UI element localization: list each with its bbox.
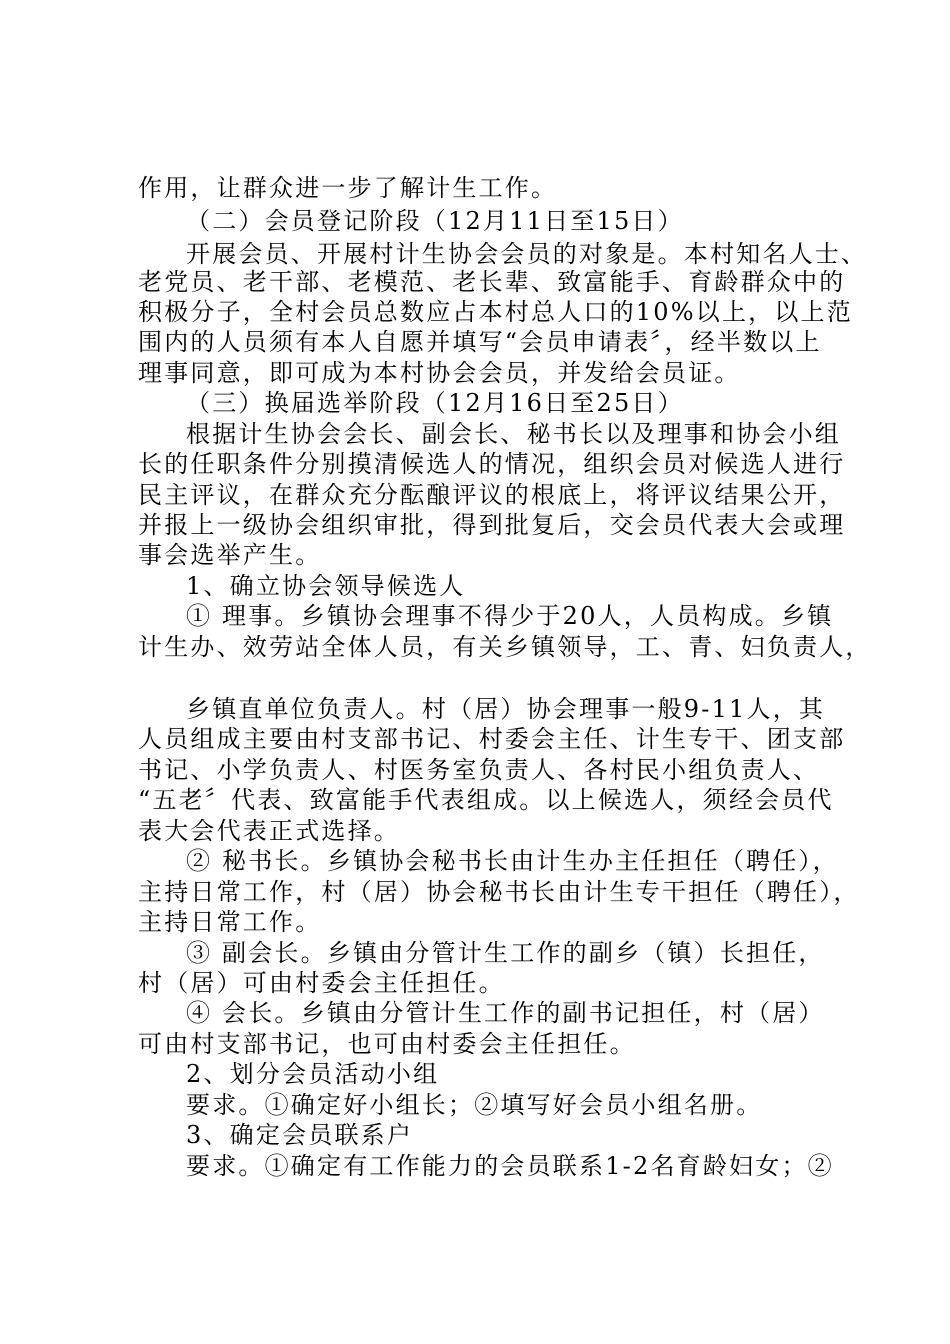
- text-line: ③ 副会长。乡镇由分管计生工作的副乡（镇）长担任，: [186, 939, 825, 967]
- text-line: 民主评议，在群众充分酝酿评议的根底上，将评议结果公开，: [138, 481, 846, 509]
- text-line: ④ 会长。乡镇由分管计生工作的副书记担任，村（居）: [186, 999, 825, 1027]
- text-line: 可由村支部书记，也可由村委会主任担任。: [138, 1030, 636, 1058]
- text-line: 表大会代表正式选择。: [138, 817, 400, 845]
- text-line: 人员组成主要由村支部书记、村委会主任、计生专干、团支部: [138, 725, 846, 753]
- text-line: 要求。①确定有工作能力的会员联系1-2名育龄妇女；②: [186, 1152, 834, 1180]
- text-line: 乡镇直单位负责人。村（居）协会理事一般9-11人，其: [186, 695, 826, 723]
- text-line: 围内的人员须有本人自愿并填写“会员申请表〞，经半数以上: [138, 328, 822, 356]
- section-heading: （三）换届选举阶段（12月16日至25日）: [186, 389, 684, 417]
- text-line: 要求。①确定好小组长；②填写好会员小组名册。: [186, 1091, 763, 1119]
- subsection-heading: 1、确立协会领导候选人: [186, 572, 466, 600]
- text-line: 理事同意，即可成为本村协会会员，并发给会员证。: [138, 359, 741, 387]
- text-line: 积极分子，全村会员总数应占本村总人口的10%以上，以上范: [138, 298, 853, 326]
- text-line: 村（居）可由村委会主任担任。: [138, 969, 505, 997]
- text-line: 计生办、效劳站全体人员，有关乡镇领导，工、青、妇负责人，: [138, 633, 872, 661]
- text-line: 并报上一级协会组织审批，得到批复后，交会员代表大会或理: [138, 511, 846, 539]
- text-line: 作用，让群众进一步了解计生工作。: [138, 174, 558, 202]
- text-line: 开展会员、开展村计生协会会员的对象是。本村知名人士、: [186, 240, 868, 268]
- text-line: 根据计生协会会长、副会长、秘书长以及理事和协会小组: [186, 420, 841, 448]
- subsection-heading: 2、划分会员活动小组: [186, 1060, 440, 1088]
- text-line: 书记、小学负责人、村医务室负责人、各村民小组负责人、: [138, 756, 820, 784]
- text-line: 老党员、老干部、老模范、老长辈、致富能手、育龄群众中的: [138, 268, 846, 296]
- text-line: 主持日常工作，村（居）协会秘书长由计生专干担任（聘任），: [138, 878, 860, 906]
- text-line: ② 秘书长。乡镇协会秘书长由计生办主任担任（聘任），: [186, 847, 839, 875]
- text-line: 长的任职条件分别摸清候选人的情况，组织会员对候选人进行: [138, 450, 846, 478]
- text-line: 主持日常工作。: [138, 908, 322, 936]
- subsection-heading: 3、确定会员联系户: [186, 1121, 414, 1149]
- text-line: 事会选举产生。: [138, 541, 322, 569]
- text-line: ① 理事。乡镇协会理事不得少于20人，人员构成。乡镇: [186, 602, 834, 630]
- section-heading: （二）会员登记阶段（12月11日至15日）: [186, 207, 684, 235]
- text-line: “五老〞代表、致富能手代表组成。以上候选人，须经会员代: [138, 786, 834, 814]
